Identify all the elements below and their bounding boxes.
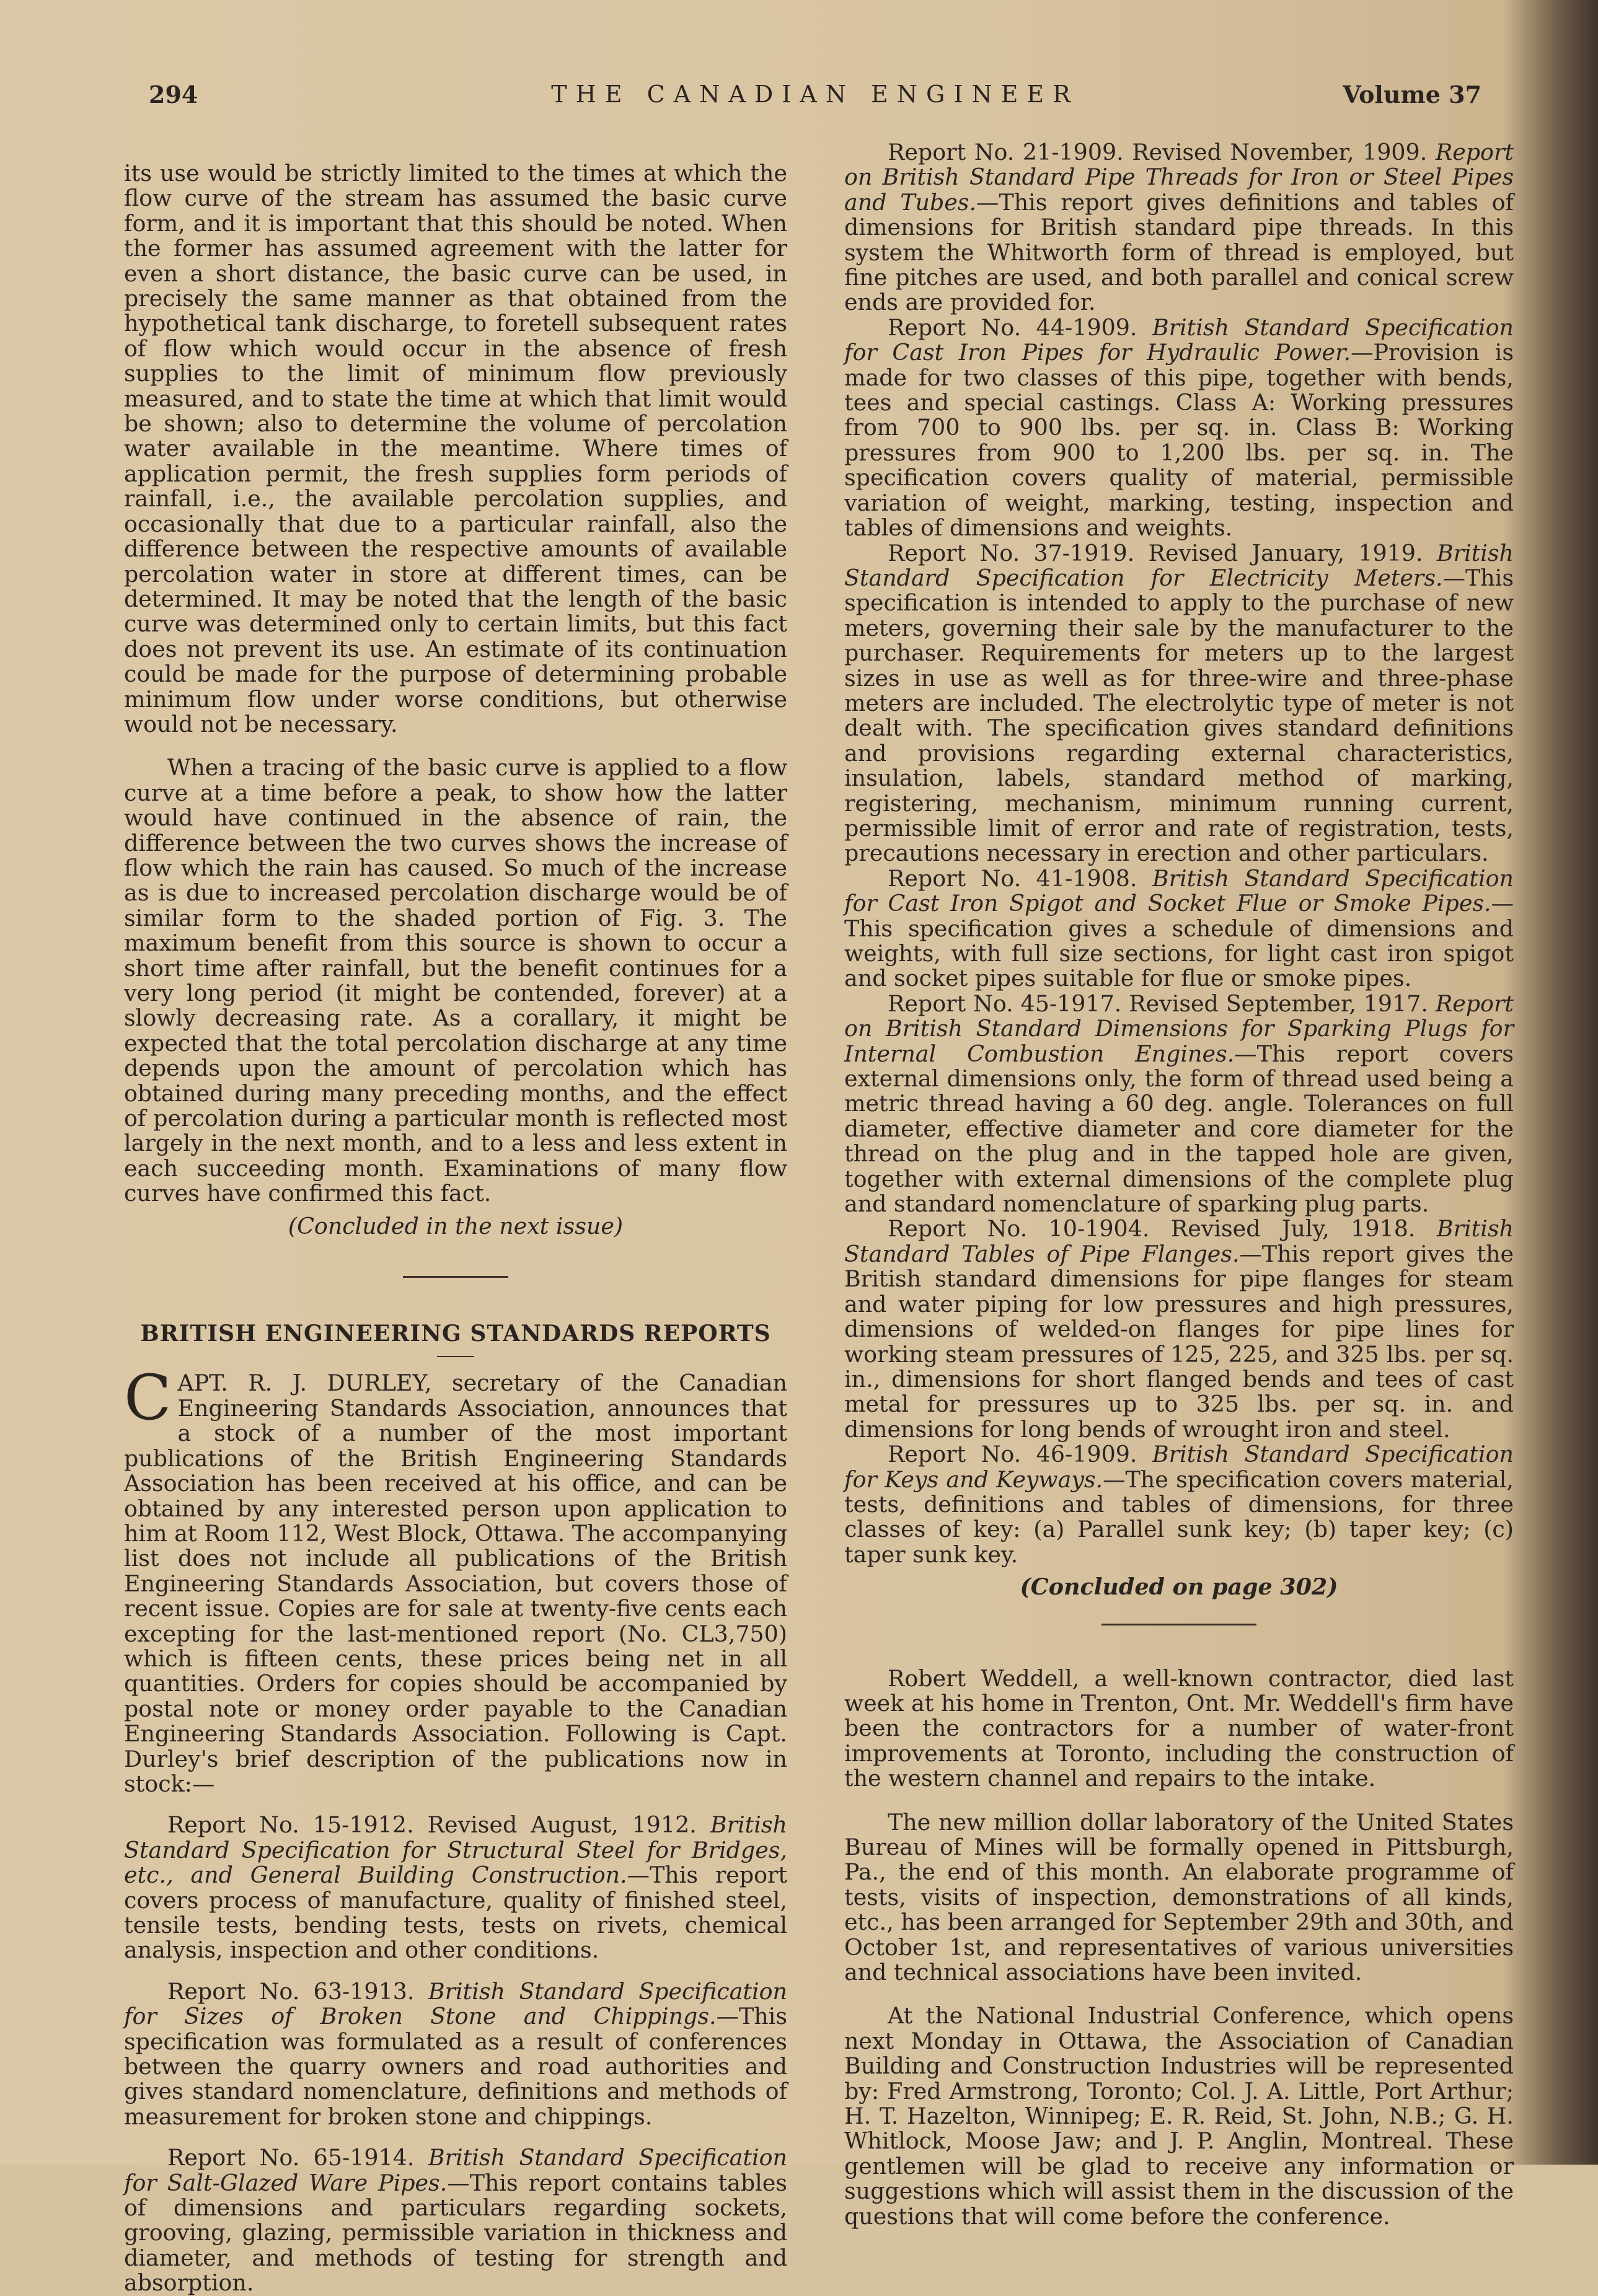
report-entry xyxy=(844,315,1514,541)
drop-cap: C xyxy=(124,1361,172,1435)
section-divider xyxy=(403,1276,508,1278)
report-title: British Standard Tables of Pipe Flanges. xyxy=(844,1215,1514,1267)
report-list xyxy=(844,140,1514,1567)
report-title: Report on British Standard Pipe Threads for Iron or Steel Pipes and Tubes. xyxy=(844,139,1514,216)
journal-title: THE CANADIAN ENGINEER xyxy=(551,81,1079,108)
report-number: Report No. 44-1909. xyxy=(888,314,1152,341)
report-description: —This specification was formulated as a result of conferences between the quarry owners and road authorities and gives standard nomenclature, definitions and methods of measurement for broken stone and chippings. xyxy=(124,2003,787,2130)
page-number: 294 xyxy=(149,81,198,108)
heading-rule xyxy=(437,1356,474,1357)
report-title: British Standard Specification for Salt-Glazed Ware Pipes. xyxy=(124,2144,787,2196)
report-entry xyxy=(124,1979,787,2129)
news-item: The new million dollar laboratory of the United States Bureau of Mines will be formally opened in Pittsburgh, Pa., the end of this month. An elaborate programme of tests, visits of inspection, demonstrations of all kinds, etc., has been arranged for September 29th and 30th, and October 1st, and representatives of various universities and technical associations have been invited. xyxy=(844,1808,1514,1986)
report-title: British Standard Specification for Structural Steel for Bridges, etc., and General Building Construction. xyxy=(124,1811,787,1889)
report-description: —This specification is intended to apply to the purchase of new meters, governing their sale by the manufacturer to the purchaser. Requirements for meters up to the largest sizes in use as well as for three-wire and three-phase meters are included. The electrolytic type of meter is not dealt with. The specification gives standard definitions and provisions regarding external characteristics, insulation, labels, standard method of marking, registering, mechanism, minimum running current, permissible limit of error and rate of registration, tests, precautions necessary in erection and other particulars. xyxy=(844,564,1514,867)
report-title: British Standard Specification for Cast Iron Pipes for Hydraulic Power. xyxy=(844,314,1514,366)
report-entry xyxy=(844,1442,1514,1567)
report-number: Report No. 63-1913. xyxy=(167,1977,428,2005)
news-item: Robert Weddell, a well-known contractor, died last week at his home in Trenton, Ont. Mr. Weddell's firm have been the contractors for a number of water-front improvements at Toronto, including the construction of the western channel and repairs to the intake. xyxy=(844,1665,1514,1792)
report-title: Report on British Standard Dimensions for Sparking Plugs for Internal Combustion Engines. xyxy=(844,990,1514,1067)
report-title: British Standard Specification for Keys and Keyways. xyxy=(844,1441,1514,1493)
report-entry xyxy=(124,1813,787,1963)
report-entry xyxy=(844,1216,1514,1442)
report-description: —This report covers external dimensions only, the form of thread used being a metric thread having a 60 deg. angle. Tolerances on full diameter, effective diameter and core diameter for the thread on the plug and in the tapped hole are given, together with external dimensions of the complete plug and standard nomenclature of sparking plug parts. xyxy=(844,1040,1514,1218)
right-column xyxy=(844,140,1514,2229)
report-entry xyxy=(124,2145,787,2295)
volume-label: Volume 37 xyxy=(1343,81,1481,108)
continued-notice: (Concluded in the next issue) xyxy=(288,1212,624,1239)
report-number: Report No. 37-1919. Revised January, 1919. xyxy=(888,539,1437,566)
report-number: Report No. 46-1909. xyxy=(888,1441,1152,1468)
report-number: Report No. 41-1908. xyxy=(888,864,1152,892)
report-title: British Standard Specification for Sizes of Broken Stone and Chippings. xyxy=(124,1977,787,2030)
report-description: —This report contains tables of dimensions and particulars regarding sockets, grooving, glazing, permissible variation in thickness and diameter, and methods of testing for strength and absorption. xyxy=(124,2169,787,2296)
section-heading: BRITISH ENGINEERING STANDARDS REPORTS xyxy=(140,1321,771,1347)
report-title: British Standard Specification for Electricity Meters. xyxy=(844,539,1514,591)
article-paragraph: its use would be strictly limited to the times at which the flow curve of the stream has assumed the basic curve form, and it is important that this should be noted. When the former has assumed agreement with the latter for even a short distance, the basic curve can be used, in precisely the same manner as that obtained from the hypothetical tank discharge, to foretell subsequent rates of flow which would occur in the absence of fresh supplies to the limit of minimum flow previously measured, and to state the time at which that limit would be shown; also to determine the volume of percolation water available in the meantime. Where times of application permit, the fresh supplies form periods of rainfall, i.e., the available percolation supplies, and occasionally that due to a particular rainfall, also the difference between the respective amounts of available percolation water in store at different times, can be determined. It may be noted that the length of the basic curve was determined only to certain limits, but this fact does not prevent its use. An estimate of its continuation could be made for the purpose of determining probable minimum flow under worse conditions, but otherwise would not be necessary. xyxy=(124,160,787,737)
section-divider xyxy=(1101,1624,1256,1625)
intro-paragraph xyxy=(124,1361,787,1797)
report-entry xyxy=(844,992,1514,1217)
report-number: Report No. 45-1917. Revised September, 1917. xyxy=(888,990,1436,1017)
report-description: —This report covers process of manufacture, quality of finished steel, tensile tests, bending tests, tests on rivets, chemical analysis, inspection and other conditions. xyxy=(124,1862,787,1964)
report-entry xyxy=(844,541,1514,866)
report-description: —This specification gives a schedule of dimensions and weights, with full size sections, for light cast iron spigot and socket pipes suitable for flue or smoke pipes. xyxy=(844,890,1514,992)
report-description: —This report gives the British standard dimensions for pipe flanges for steam and water piping for low pressures and high pressures, dimensions of welded-on flanges for pipe lines for working steam pressures of 125, 225, and 325 lbs. per sq. in., dimensions for short flanged bends and tees of cast metal for pressures up to 325 lbs. per sq. in. and dimensions for long bends of wrought iron and steel. xyxy=(844,1240,1514,1443)
report-number: Report No. 10-1904. Revised July, 1918. xyxy=(888,1215,1437,1243)
continued-notice: (Concluded on page 302) xyxy=(1020,1573,1338,1601)
report-entry xyxy=(844,866,1514,992)
report-number: Report No. 15-1912. Revised August, 1912. xyxy=(167,1811,710,1839)
report-number: Report No. 65-1914. xyxy=(167,2144,428,2171)
news-item: At the National Industrial Conference, which opens next Monday in Ottawa, the Association of Canadian Building and Construction Industries will be represented by: Fred Armstrong, Toronto; Col. J. A. Little, Port Arthur; H. T. Hazelton, Winnipeg; E. R. Reid, St. John, N.B.; G. H. Whitlock, Moose Jaw; and J. P. Anglin, Montreal. These gentlemen will be glad to receive any information or suggestions which will assist them in the discussion of the questions that will come before the conference. xyxy=(844,2002,1514,2230)
page-header xyxy=(149,81,1481,118)
intro-text: APT. R. J. DURLEY, secretary of the Canadian Engineering Standards Association, announces that a stock of a number of the most important publications of the British Engineering Standards Association has been received at his office, and can be obtained by any interested person upon application to him at Room 112, West Block, Ottawa. The accompanying list does not include all publications of the British Engineering Standards Association, but covers those of recent issue. Copies are for sale at twenty-five cents each excepting for the last-mentioned report (No. CL3,750) which is fifteen cents, these prices being net in all quantities. Orders for copies should be accompanied by postal note or money order payable to the Canadian Engineering Standards Association. Following is Capt. Durley's brief description of the publications now in stock:— xyxy=(124,1370,787,1797)
report-title: British Standard Specification for Cast Iron Spigot and Socket Flue or Smoke Pipes. xyxy=(844,864,1514,917)
report-description: —The specification covers material, tests, definitions and tables of dimensions, for three classes of key: (a) Parallel sunk key; (b) taper key; (c) taper sunk key. xyxy=(844,1466,1514,1568)
report-entry xyxy=(844,140,1514,315)
left-column xyxy=(124,161,787,2296)
report-description: —Provision is made for two classes of this pipe, together with bends, tees and special castings. Class A: Working pressures from 700 to 900 lbs. per sq. in. Class B: Working pressures from 900 to 1,200 lbs. per sq. in. The specification covers quality of material, permissible variation of weight, marking, testing, inspection and tables of dimensions and weights. xyxy=(844,339,1514,542)
report-number: Report No. 21-1909. Revised November, 1909. xyxy=(888,139,1436,165)
report-description: —This report gives definitions and tables of dimensions for British standard pipe threads. In this system the Whitworth form of thread is employed, but fine pitches are used, and both parallel and conical screw ends are provided for. xyxy=(844,188,1514,316)
report-list xyxy=(124,1813,787,2295)
article-paragraph: When a tracing of the basic curve is applied to a flow curve at a time before a peak, to show how the latter would have continued in the absence of rain, the difference between the two curves shows the increase of flow which the rain has caused. So much of the increase as is due to increased percolation discharge would be of similar form to the shaded portion of Fig. 3. The maximum benefit from this source is shown to occur a short time after rainfall, but the benefit continues for a very long period (it might be contended, forever) at a slowly decreasing rate. As a corallary, it might be expected that the total percolation discharge at any time depends upon the amount of percolation which has obtained during many preceding months, and the effect of percolation during a particular month is reflected most largely in the next month, and to a less and less extent in each succeeding month. Examinations of many flow curves have confirmed this fact. xyxy=(124,754,787,1207)
